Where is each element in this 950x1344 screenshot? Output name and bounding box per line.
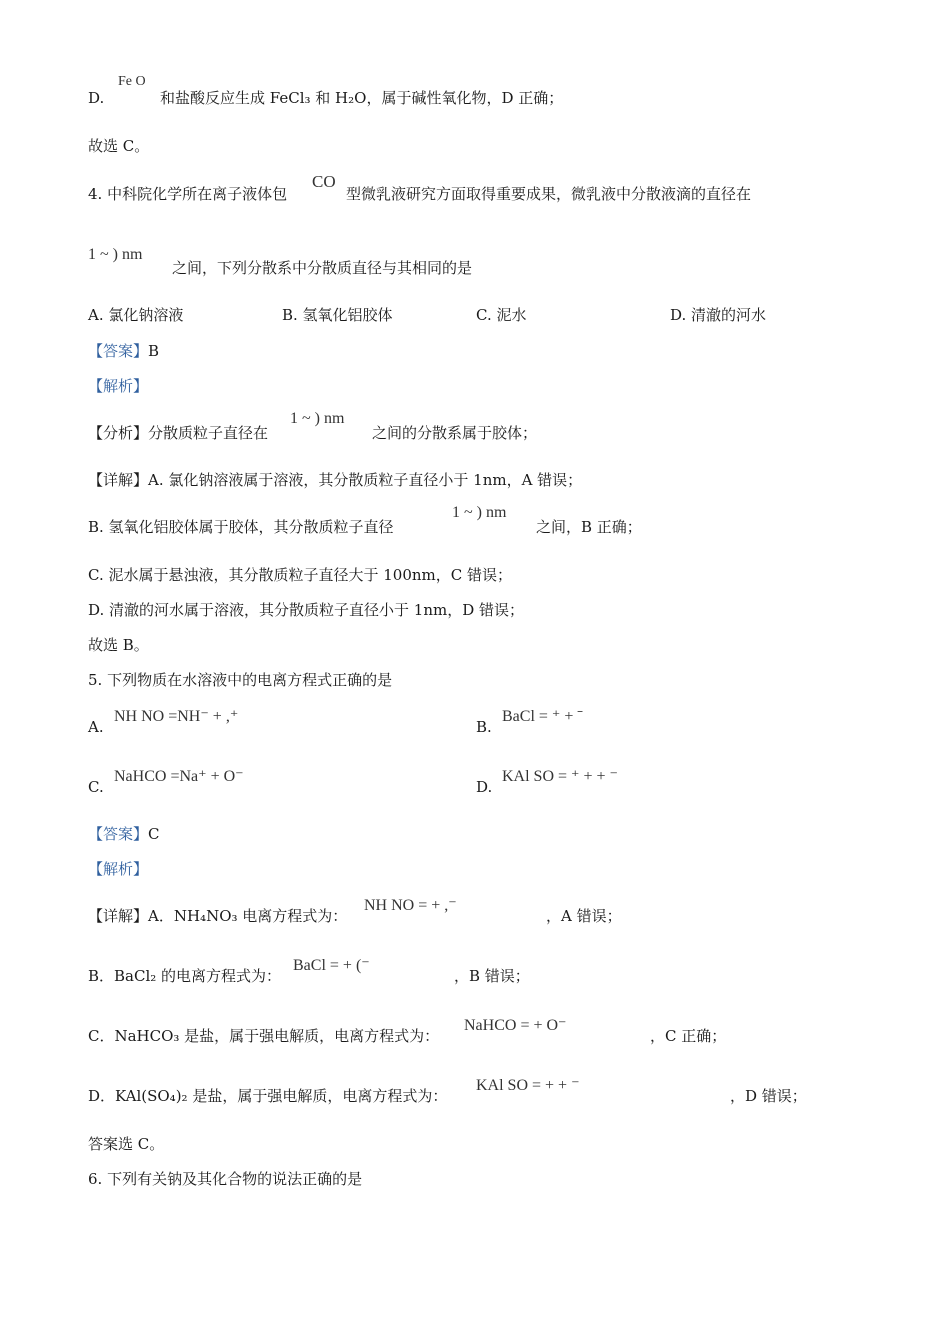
q5-option-b-eq: BaCl = ⁺ + ˉ <box>502 708 583 725</box>
range-1-100nm-c: 1 ~ ) nm <box>452 504 507 521</box>
q6-stem: 6. 下列有关钠及其化合物的说法正确的是 <box>88 1170 363 1188</box>
option-label: D. <box>88 89 105 107</box>
fenxi-text: 分散质粒子直径在 <box>148 424 269 442</box>
answer-tag: 【答案】 <box>88 342 149 360</box>
q4-stem-c: 之间，下列分散系中分散质直径与其相同的是 <box>172 259 473 277</box>
detail-text: A. 氯化钠溶液属于溶液，其分散质粒子直径小于 1nm，A 错误； <box>148 471 583 489</box>
line-d-fe2o3 <box>88 88 104 108</box>
answer-value: C <box>148 825 160 843</box>
detail-4a <box>88 470 582 490</box>
detail-5c-eq: NaHCO = + O⁻ <box>464 1017 567 1034</box>
q5-option-c-eq: NaHCO =Na⁺ + O⁻ <box>114 768 244 785</box>
conclusion-c: 故选 C。 <box>88 137 150 155</box>
q5-option-c-label: C. <box>88 778 104 796</box>
fenxi-4 <box>88 423 268 443</box>
q4-option-a: A. 氯化钠溶液 <box>88 306 184 324</box>
detail-5c: C．NaHCO₃ 是盐，属于强电解质，电离方程式为： <box>88 1027 440 1045</box>
detail-5a-end: ，A 错误； <box>546 907 622 925</box>
conclusion-b: 故选 B。 <box>88 636 149 654</box>
q4-option-d: D. 清澈的河水 <box>670 306 767 324</box>
formula-co2: CO <box>312 172 336 191</box>
detail-5a <box>88 906 347 926</box>
detail-4b: B. 氢氧化铝胶体属于胶体，其分散质粒子直径 <box>88 518 394 536</box>
detail-5b-end: ，B 错误； <box>454 967 530 985</box>
detail-5d-eq: KAl SO = + + ⁻ <box>476 1077 580 1094</box>
analysis-tag-5: 【解析】 <box>88 860 149 878</box>
detail-tag: 【详解】 <box>88 471 149 489</box>
line-d-text: 和盐酸反应生成 FeCl₃ 和 H₂O，属于碱性氧化物，D 正确； <box>160 89 564 107</box>
q4-stem-a: 4. 中科院化学所在离子液体包 <box>88 185 288 203</box>
detail-5b-eq: BaCl = + (⁻ <box>293 957 370 974</box>
detail-tag: 【详解】 <box>88 907 149 925</box>
range-1-100nm: 1 ~ ) nm <box>88 246 143 263</box>
q5-option-a-eq: NH NO =NH⁻ + ,⁺ <box>114 708 239 725</box>
detail-4c: C. 泥水属于悬浊液，其分散质粒子直径大于 100nm，C 错误； <box>88 566 513 584</box>
detail-5d-end: ，D 错误； <box>730 1087 807 1105</box>
answer-tag: 【答案】 <box>88 825 149 843</box>
fenxi-tag: 【分析】 <box>88 424 149 442</box>
formula-fe2o3: Fe O <box>118 74 146 89</box>
q4-option-c: C. 泥水 <box>476 306 527 324</box>
conclusion-5: 答案选 C。 <box>88 1135 165 1153</box>
q5-option-d-eq: KAl SO = ⁺ + + ⁻ <box>502 768 618 785</box>
q5-option-a-label: A. <box>88 718 104 736</box>
q5-option-d-label: D. <box>476 778 493 796</box>
detail-4b-end: 之间，B 正确； <box>536 518 642 536</box>
detail-5b: B．BaCl₂ 的电离方程式为： <box>88 967 282 985</box>
q4-stem-b: 型微乳液研究方面取得重要成果，微乳液中分散液滴的直径在 <box>346 185 752 203</box>
detail-text: A．NH₄NO₃ 电离方程式为： <box>148 907 348 925</box>
range-1-100nm-b: 1 ~ ) nm <box>290 410 345 427</box>
detail-4d: D. 清澈的河水属于溶液，其分散质粒子直径小于 1nm，D 错误； <box>88 601 525 619</box>
fenxi-4-end: 之间的分散系属于胶体； <box>372 424 538 442</box>
detail-5d: D．KAl(SO₄)₂ 是盐，属于强电解质，电离方程式为： <box>88 1087 448 1105</box>
analysis-tag-4: 【解析】 <box>88 377 149 395</box>
answer-4 <box>88 341 159 361</box>
answer-5 <box>88 824 160 844</box>
q4-option-b: B. 氢氧化铝胶体 <box>282 306 393 324</box>
detail-5c-end: ，C 正确； <box>650 1027 727 1045</box>
q5-stem: 5. 下列物质在水溶液中的电离方程式正确的是 <box>88 671 393 689</box>
q5-option-b-label: B. <box>476 718 492 736</box>
answer-value: B <box>148 342 160 360</box>
detail-5a-eq: NH NO = + ,⁻ <box>364 897 457 914</box>
